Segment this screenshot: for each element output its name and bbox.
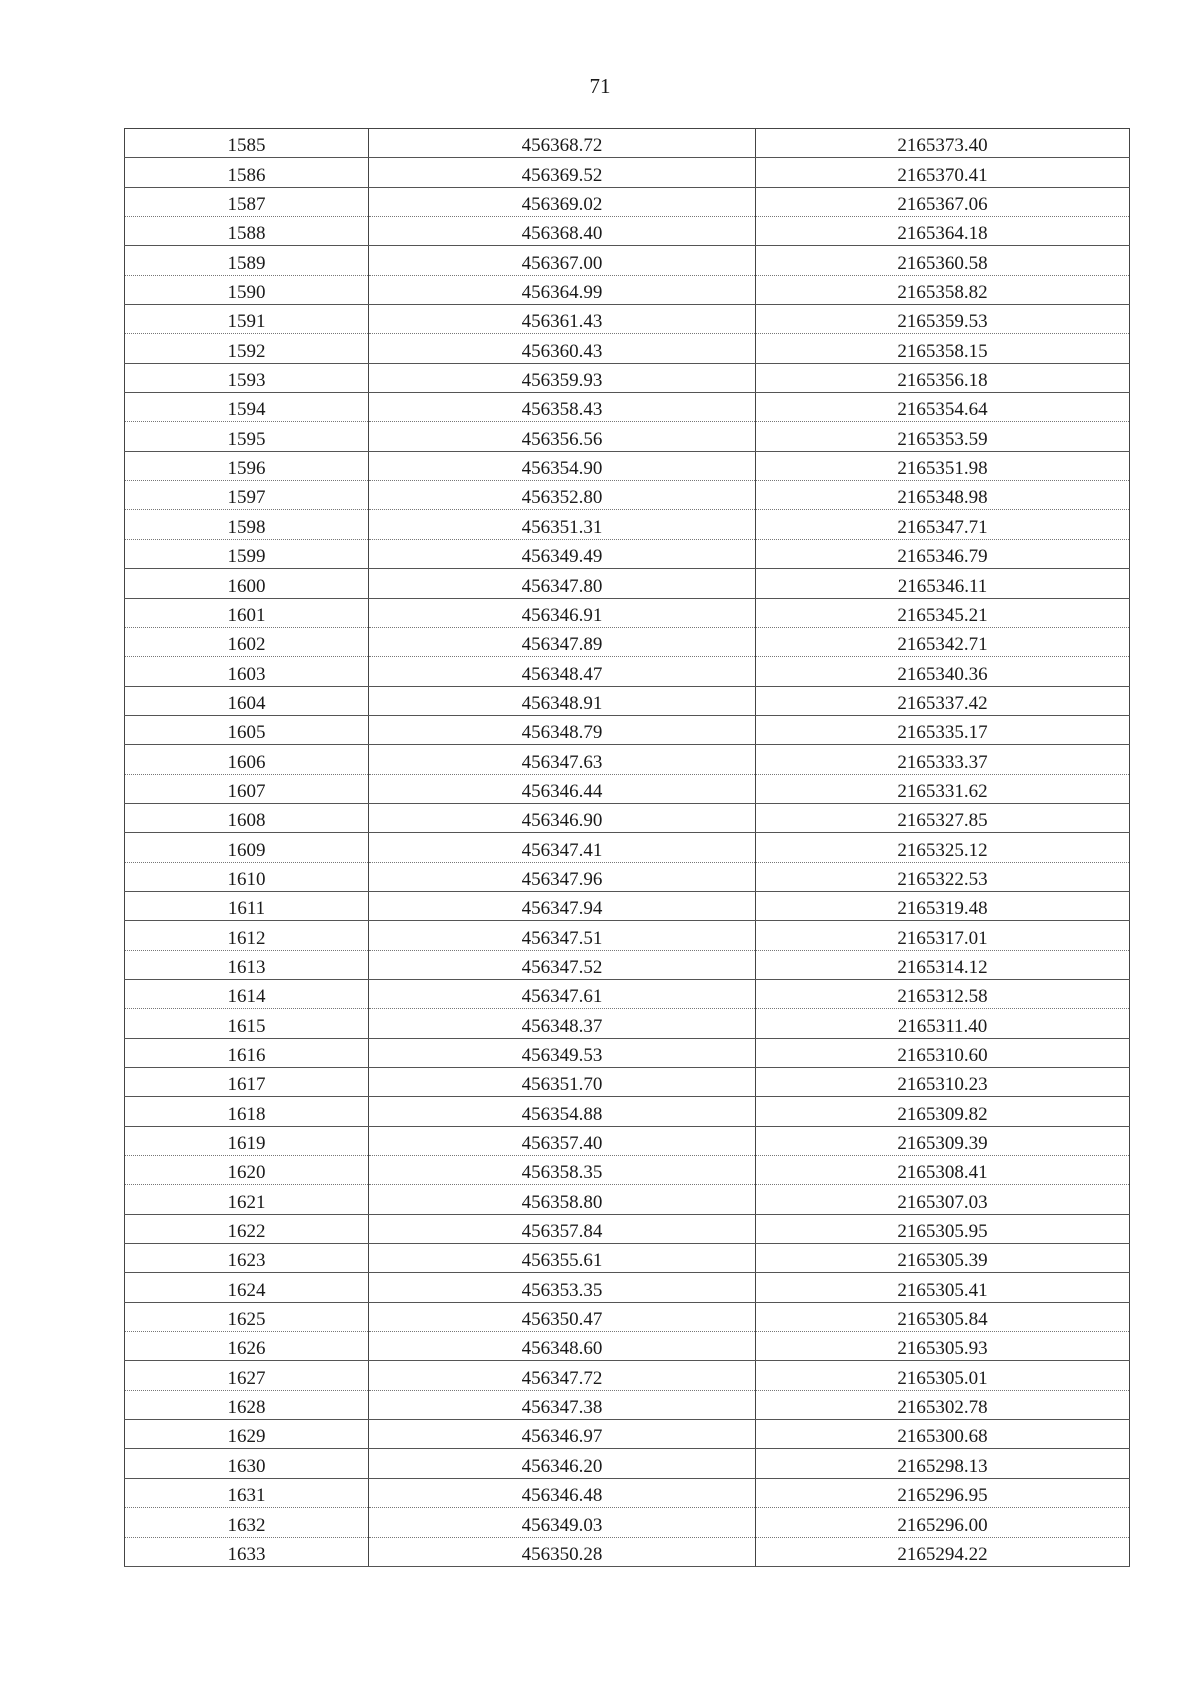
table-row [125, 363, 1130, 392]
point-number-cell: 1595 [125, 422, 369, 451]
point-number-cell: 1589 [125, 246, 369, 275]
x-coordinate-cell: 456347.38 [369, 1390, 756, 1419]
point-number-cell: 1603 [125, 657, 369, 686]
coordinates-table-body [125, 129, 1130, 1567]
y-coordinate-cell: 2165359.53 [756, 305, 1130, 334]
table-row [125, 598, 1130, 627]
x-coordinate-cell: 456347.96 [369, 862, 756, 891]
point-number-cell: 1588 [125, 217, 369, 246]
x-coordinate-cell: 456346.97 [369, 1420, 756, 1449]
x-coordinate-cell: 456347.63 [369, 745, 756, 774]
y-coordinate-cell: 2165333.37 [756, 745, 1130, 774]
point-number-cell: 1609 [125, 833, 369, 862]
y-coordinate-cell: 2165305.95 [756, 1214, 1130, 1243]
y-coordinate-cell: 2165353.59 [756, 422, 1130, 451]
table-row [125, 129, 1130, 158]
y-coordinate-cell: 2165370.41 [756, 158, 1130, 187]
point-number-cell: 1596 [125, 451, 369, 480]
x-coordinate-cell: 456367.00 [369, 246, 756, 275]
point-number-cell: 1606 [125, 745, 369, 774]
point-number-cell: 1627 [125, 1361, 369, 1390]
y-coordinate-cell: 2165311.40 [756, 1009, 1130, 1038]
y-coordinate-cell: 2165358.15 [756, 334, 1130, 363]
x-coordinate-cell: 456349.53 [369, 1038, 756, 1067]
y-coordinate-cell: 2165305.84 [756, 1302, 1130, 1331]
y-coordinate-cell: 2165351.98 [756, 451, 1130, 480]
y-coordinate-cell: 2165296.00 [756, 1508, 1130, 1537]
point-number-cell: 1591 [125, 305, 369, 334]
table-row [125, 187, 1130, 216]
x-coordinate-cell: 456346.48 [369, 1478, 756, 1507]
y-coordinate-cell: 2165322.53 [756, 862, 1130, 891]
table-row [125, 1009, 1130, 1038]
table-row [125, 334, 1130, 363]
x-coordinate-cell: 456351.31 [369, 510, 756, 539]
point-number-cell: 1592 [125, 334, 369, 363]
point-number-cell: 1626 [125, 1332, 369, 1361]
y-coordinate-cell: 2165296.95 [756, 1478, 1130, 1507]
x-coordinate-cell: 456368.72 [369, 129, 756, 158]
table-row [125, 921, 1130, 950]
x-coordinate-cell: 456347.80 [369, 569, 756, 598]
point-number-cell: 1615 [125, 1009, 369, 1038]
y-coordinate-cell: 2165325.12 [756, 833, 1130, 862]
table-row [125, 745, 1130, 774]
table-row [125, 1126, 1130, 1155]
point-number-cell: 1598 [125, 510, 369, 539]
x-coordinate-cell: 456348.91 [369, 686, 756, 715]
point-number-cell: 1605 [125, 715, 369, 744]
table-row [125, 1038, 1130, 1067]
y-coordinate-cell: 2165342.71 [756, 627, 1130, 656]
x-coordinate-cell: 456346.91 [369, 598, 756, 627]
point-number-cell: 1608 [125, 803, 369, 832]
y-coordinate-cell: 2165373.40 [756, 129, 1130, 158]
y-coordinate-cell: 2165346.79 [756, 539, 1130, 568]
y-coordinate-cell: 2165305.93 [756, 1332, 1130, 1361]
table-row [125, 657, 1130, 686]
y-coordinate-cell: 2165337.42 [756, 686, 1130, 715]
x-coordinate-cell: 456357.40 [369, 1126, 756, 1155]
point-number-cell: 1593 [125, 363, 369, 392]
table-row [125, 1420, 1130, 1449]
y-coordinate-cell: 2165348.98 [756, 481, 1130, 510]
table-row [125, 393, 1130, 422]
table-row [125, 1449, 1130, 1478]
table-row [125, 1273, 1130, 1302]
point-number-cell: 1633 [125, 1537, 369, 1566]
y-coordinate-cell: 2165346.11 [756, 569, 1130, 598]
point-number-cell: 1604 [125, 686, 369, 715]
table-row [125, 862, 1130, 891]
point-number-cell: 1622 [125, 1214, 369, 1243]
y-coordinate-cell: 2165356.18 [756, 363, 1130, 392]
table-row [125, 1361, 1130, 1390]
y-coordinate-cell: 2165345.21 [756, 598, 1130, 627]
x-coordinate-cell: 456355.61 [369, 1244, 756, 1273]
point-number-cell: 1607 [125, 774, 369, 803]
x-coordinate-cell: 456358.43 [369, 393, 756, 422]
point-number-cell: 1620 [125, 1156, 369, 1185]
point-number-cell: 1625 [125, 1302, 369, 1331]
y-coordinate-cell: 2165307.03 [756, 1185, 1130, 1214]
y-coordinate-cell: 2165298.13 [756, 1449, 1130, 1478]
y-coordinate-cell: 2165309.39 [756, 1126, 1130, 1155]
table-row [125, 803, 1130, 832]
table-row [125, 1478, 1130, 1507]
x-coordinate-cell: 456347.61 [369, 979, 756, 1008]
x-coordinate-cell: 456346.90 [369, 803, 756, 832]
x-coordinate-cell: 456348.60 [369, 1332, 756, 1361]
point-number-cell: 1617 [125, 1068, 369, 1097]
table-row [125, 1185, 1130, 1214]
table-row [125, 422, 1130, 451]
point-number-cell: 1602 [125, 627, 369, 656]
x-coordinate-cell: 456353.35 [369, 1273, 756, 1302]
page-number: 71 [589, 74, 611, 98]
point-number-cell: 1610 [125, 862, 369, 891]
point-number-cell: 1597 [125, 481, 369, 510]
point-number-cell: 1590 [125, 275, 369, 304]
x-coordinate-cell: 456352.80 [369, 481, 756, 510]
y-coordinate-cell: 2165367.06 [756, 187, 1130, 216]
point-number-cell: 1630 [125, 1449, 369, 1478]
x-coordinate-cell: 456360.43 [369, 334, 756, 363]
point-number-cell: 1614 [125, 979, 369, 1008]
x-coordinate-cell: 456347.51 [369, 921, 756, 950]
y-coordinate-cell: 2165317.01 [756, 921, 1130, 950]
x-coordinate-cell: 456348.47 [369, 657, 756, 686]
y-coordinate-cell: 2165300.68 [756, 1420, 1130, 1449]
point-number-cell: 1631 [125, 1478, 369, 1507]
x-coordinate-cell: 456368.40 [369, 217, 756, 246]
y-coordinate-cell: 2165305.01 [756, 1361, 1130, 1390]
y-coordinate-cell: 2165358.82 [756, 275, 1130, 304]
table-row [125, 833, 1130, 862]
coordinates-table [124, 128, 1130, 1567]
y-coordinate-cell: 2165335.17 [756, 715, 1130, 744]
table-row [125, 305, 1130, 334]
table-row [125, 158, 1130, 187]
table-row [125, 1302, 1130, 1331]
point-number-cell: 1619 [125, 1126, 369, 1155]
x-coordinate-cell: 456349.03 [369, 1508, 756, 1537]
y-coordinate-cell: 2165331.62 [756, 774, 1130, 803]
table-row [125, 481, 1130, 510]
y-coordinate-cell: 2165308.41 [756, 1156, 1130, 1185]
x-coordinate-cell: 456346.20 [369, 1449, 756, 1478]
y-coordinate-cell: 2165305.41 [756, 1273, 1130, 1302]
x-coordinate-cell: 456358.80 [369, 1185, 756, 1214]
table-row [125, 891, 1130, 920]
table-row [125, 950, 1130, 979]
table-row [125, 275, 1130, 304]
x-coordinate-cell: 456369.02 [369, 187, 756, 216]
table-row [125, 510, 1130, 539]
x-coordinate-cell: 456350.28 [369, 1537, 756, 1566]
table-row [125, 1537, 1130, 1566]
x-coordinate-cell: 456347.41 [369, 833, 756, 862]
point-number-cell: 1629 [125, 1420, 369, 1449]
x-coordinate-cell: 456356.56 [369, 422, 756, 451]
point-number-cell: 1601 [125, 598, 369, 627]
table-row [125, 246, 1130, 275]
point-number-cell: 1611 [125, 891, 369, 920]
point-number-cell: 1586 [125, 158, 369, 187]
table-row [125, 451, 1130, 480]
y-coordinate-cell: 2165360.58 [756, 246, 1130, 275]
x-coordinate-cell: 456347.94 [369, 891, 756, 920]
point-number-cell: 1624 [125, 1273, 369, 1302]
point-number-cell: 1632 [125, 1508, 369, 1537]
y-coordinate-cell: 2165310.23 [756, 1068, 1130, 1097]
point-number-cell: 1612 [125, 921, 369, 950]
x-coordinate-cell: 456354.88 [369, 1097, 756, 1126]
y-coordinate-cell: 2165310.60 [756, 1038, 1130, 1067]
table-row [125, 1508, 1130, 1537]
x-coordinate-cell: 456361.43 [369, 305, 756, 334]
y-coordinate-cell: 2165314.12 [756, 950, 1130, 979]
point-number-cell: 1594 [125, 393, 369, 422]
table-row [125, 715, 1130, 744]
point-number-cell: 1616 [125, 1038, 369, 1067]
y-coordinate-cell: 2165305.39 [756, 1244, 1130, 1273]
y-coordinate-cell: 2165312.58 [756, 979, 1130, 1008]
y-coordinate-cell: 2165347.71 [756, 510, 1130, 539]
point-number-cell: 1585 [125, 129, 369, 158]
point-number-cell: 1623 [125, 1244, 369, 1273]
x-coordinate-cell: 456347.72 [369, 1361, 756, 1390]
table-row [125, 1214, 1130, 1243]
y-coordinate-cell: 2165327.85 [756, 803, 1130, 832]
point-number-cell: 1600 [125, 569, 369, 598]
y-coordinate-cell: 2165319.48 [756, 891, 1130, 920]
x-coordinate-cell: 456347.52 [369, 950, 756, 979]
x-coordinate-cell: 456346.44 [369, 774, 756, 803]
x-coordinate-cell: 456351.70 [369, 1068, 756, 1097]
x-coordinate-cell: 456348.37 [369, 1009, 756, 1038]
point-number-cell: 1587 [125, 187, 369, 216]
point-number-cell: 1618 [125, 1097, 369, 1126]
x-coordinate-cell: 456357.84 [369, 1214, 756, 1243]
table-row [125, 1332, 1130, 1361]
table-row [125, 979, 1130, 1008]
table-row [125, 539, 1130, 568]
y-coordinate-cell: 2165309.82 [756, 1097, 1130, 1126]
x-coordinate-cell: 456347.89 [369, 627, 756, 656]
point-number-cell: 1599 [125, 539, 369, 568]
table-row [125, 686, 1130, 715]
x-coordinate-cell: 456354.90 [369, 451, 756, 480]
x-coordinate-cell: 456364.99 [369, 275, 756, 304]
y-coordinate-cell: 2165302.78 [756, 1390, 1130, 1419]
y-coordinate-cell: 2165354.64 [756, 393, 1130, 422]
table-row [125, 217, 1130, 246]
x-coordinate-cell: 456350.47 [369, 1302, 756, 1331]
point-number-cell: 1628 [125, 1390, 369, 1419]
x-coordinate-cell: 456348.79 [369, 715, 756, 744]
x-coordinate-cell: 456349.49 [369, 539, 756, 568]
y-coordinate-cell: 2165340.36 [756, 657, 1130, 686]
table-row [125, 1390, 1130, 1419]
x-coordinate-cell: 456369.52 [369, 158, 756, 187]
x-coordinate-cell: 456359.93 [369, 363, 756, 392]
point-number-cell: 1621 [125, 1185, 369, 1214]
x-coordinate-cell: 456358.35 [369, 1156, 756, 1185]
table-row [125, 774, 1130, 803]
y-coordinate-cell: 2165364.18 [756, 217, 1130, 246]
table-row [125, 627, 1130, 656]
point-number-cell: 1613 [125, 950, 369, 979]
table-row [125, 569, 1130, 598]
table-row [125, 1244, 1130, 1273]
y-coordinate-cell: 2165294.22 [756, 1537, 1130, 1566]
table-row [125, 1097, 1130, 1126]
table-row [125, 1156, 1130, 1185]
table-row [125, 1068, 1130, 1097]
